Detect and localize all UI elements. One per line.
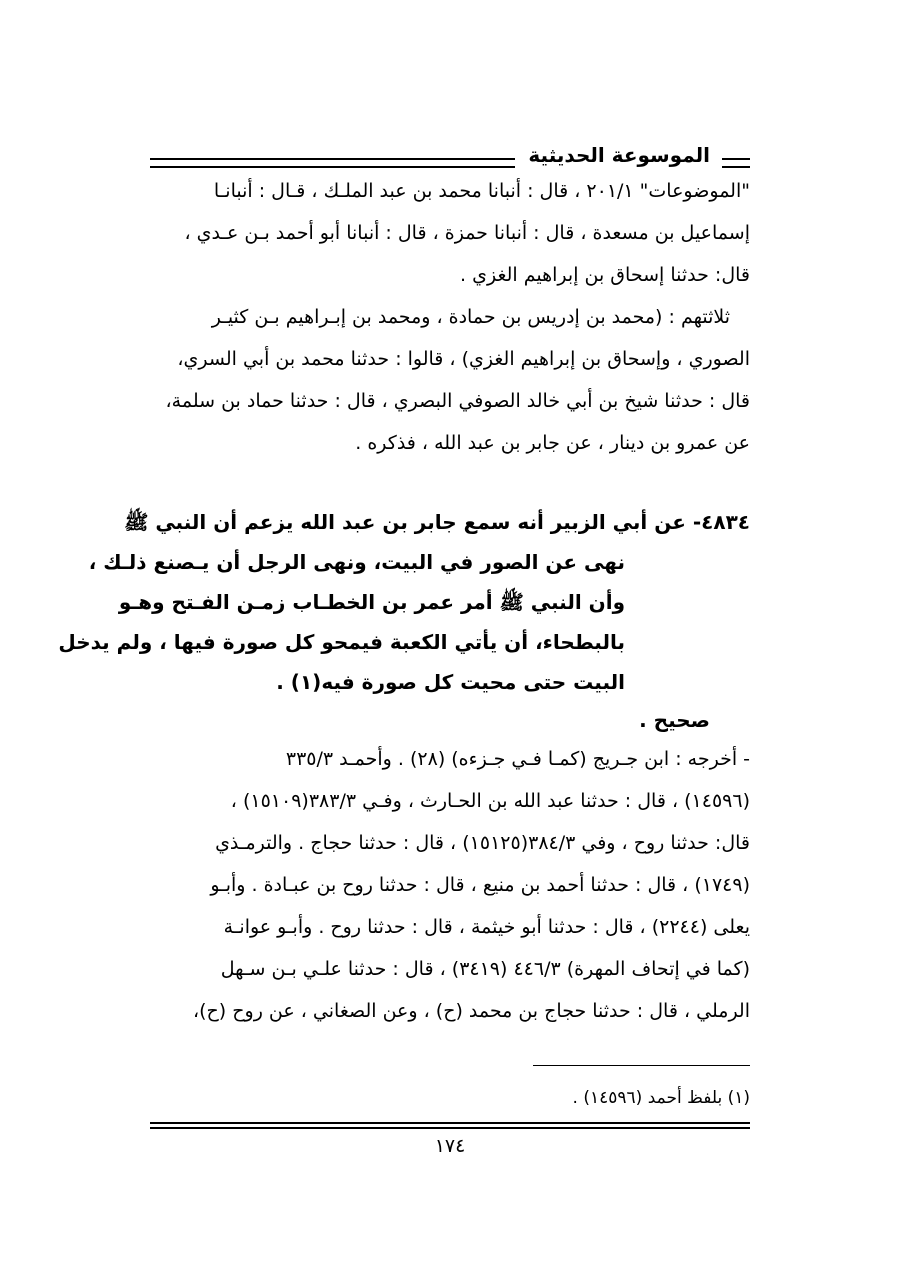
text-line: (١٤٥٩٦) ، قال : حدثنا عبد الله بن الحـارث ، وفـي ٣٨٣/٣(١٥١٠٩) ، bbox=[230, 790, 750, 812]
header-rule-right bbox=[722, 158, 750, 168]
footer-rule bbox=[150, 1127, 750, 1129]
footnote: (١) بلفظ أحمد (١٤٥٩٦) . bbox=[572, 1088, 750, 1108]
text-line: الرملي ، قال : حدثنا حجاج بن محمد (ح) ، وعن الصغاني ، عن روح (ح)، bbox=[193, 1000, 750, 1022]
hadith-line: بالبطحاء، أن يأتي الكعبة فيمحو كل صورة فيها ، ولم يدخل bbox=[58, 630, 625, 654]
text-line: يعلى (٢٢٤٤) ، قال : حدثنا أبو خيثمة ، قال : حدثنا روح . وأبـو عوانـة bbox=[223, 916, 750, 938]
text-line: - أخرجه : ابن جـريج (كمـا فـي جـزءه) (٢٨) . وأحمـد ٣٣٥/٣ bbox=[285, 748, 750, 770]
hadith-line: البيت حتى محيت كل صورة فيه(١) . bbox=[276, 670, 625, 694]
hadith-line: وأن النبي ﷺ أمر عمر بن الخطـاب زمـن الفـتح وهـو bbox=[118, 590, 625, 614]
text-line: قال: حدثنا روح ، وفي ٣٨٤/٣(١٥١٢٥) ، قال : حدثنا حجاج . والترمـذي bbox=[215, 832, 750, 854]
text-line: الصوري ، وإسحاق بن إبراهيم الغزي) ، قالوا : حدثنا محمد بن أبي السري، bbox=[177, 348, 750, 370]
text-line: إسماعيل بن مسعدة ، قال : أنبانا حمزة ، قال : أنبانا أبو أحمد بـن عـدي ، bbox=[184, 222, 750, 244]
text-line: عن عمرو بن دينار ، عن جابر بن عبد الله ، فذكره . bbox=[355, 432, 750, 454]
text-line: "الموضوعات" ٢٠١/١ ، قال : أنبانا محمد بن عبد الملـك ، قـال : أنبانـا bbox=[213, 180, 750, 202]
text-line: قال : حدثنا شيخ بن أبي خالد الصوفي البصري ، قال : حدثنا حماد بن سلمة، bbox=[165, 390, 750, 412]
hadith-line: ٤٨٣٤- عن أبي الزبير أنه سمع جابر بن عبد الله يزعم أن النبي ﷺ bbox=[124, 510, 750, 534]
text-line: ثلاثتهم : (محمد بن إدريس بن حمادة ، ومحمد بن إبـراهيم بـن كثيـر bbox=[211, 306, 730, 328]
text-line: قال: حدثنا إسحاق بن إبراهيم الغزي . bbox=[460, 264, 750, 286]
header-rule-left bbox=[150, 158, 515, 168]
text-line: (١٧٤٩) ، قال : حدثنا أحمد بن منيع ، قال : حدثنا روح بن عبـادة . وأبـو bbox=[210, 874, 750, 896]
page-header bbox=[150, 140, 750, 180]
header-title: الموسوعة الحديثية bbox=[528, 143, 710, 167]
text-line: (كما في إتحاف المهرة) ٤٤٦/٣ (٣٤١٩) ، قال : حدثنا علـي بـن سـهل bbox=[220, 958, 750, 980]
hadith-line: نهى عن الصور في البيت، ونهى الرجل أن يـصنع ذلـك ، bbox=[88, 550, 625, 574]
footnote-separator bbox=[533, 1065, 750, 1066]
page-number: ١٧٤ bbox=[434, 1135, 466, 1157]
hadith-grade: صحيح . bbox=[639, 708, 710, 732]
footer-rule bbox=[150, 1122, 750, 1124]
